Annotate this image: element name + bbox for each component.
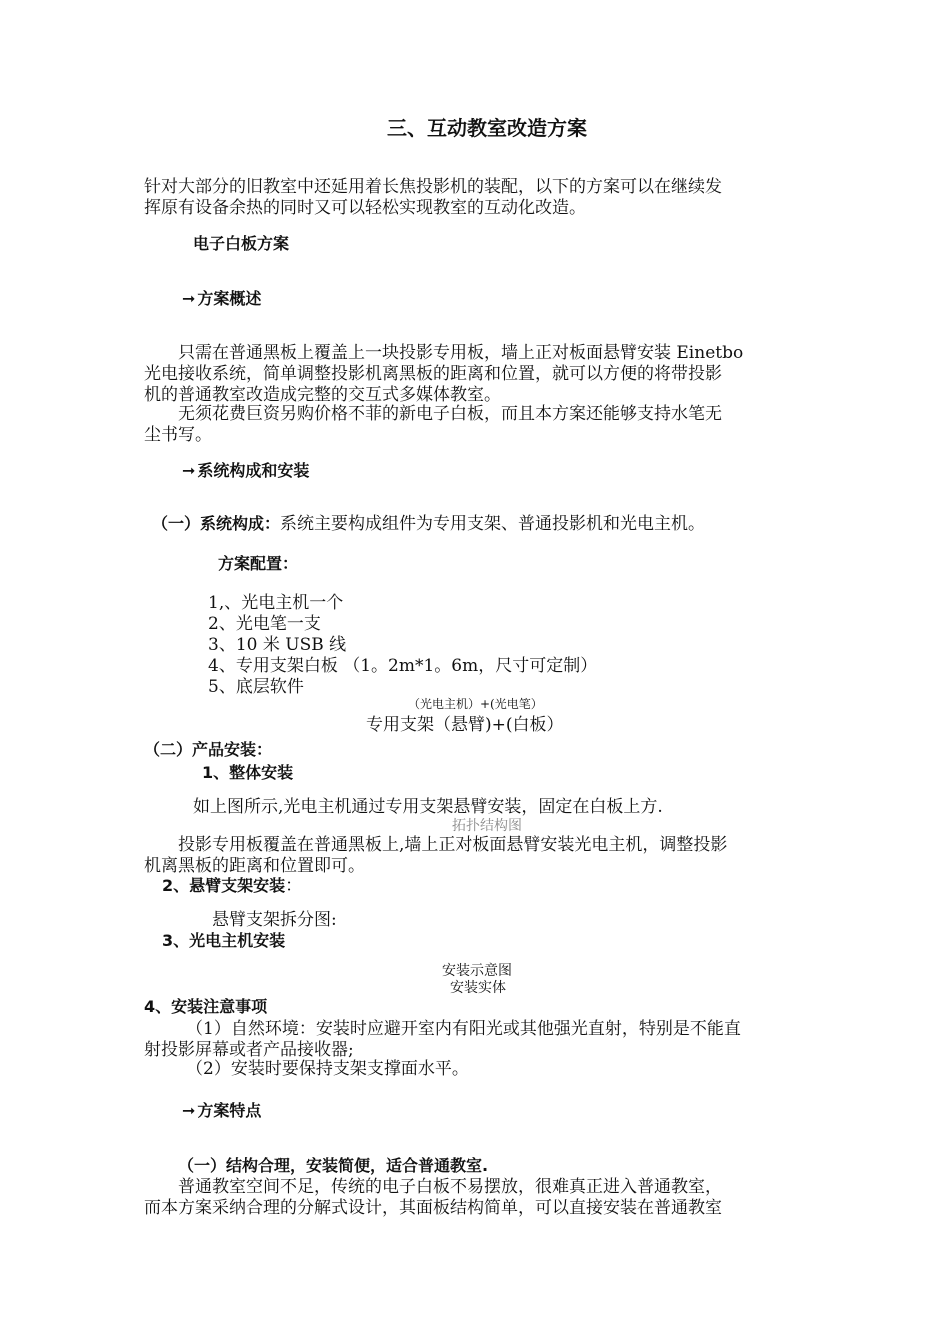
page-title: 三、互动教室改造方案 [387,116,587,140]
overview-p1-line-1: 只需在普通黑板上覆盖上一块投影专用板，墙上正对板面悬臂安装 Einetbo [178,343,744,363]
install3-caption-2: 安装实体 [450,980,506,996]
features-heading-text: 方案特点 [197,1101,262,1120]
config-item-2: 2、光电笔一支 [208,614,321,634]
arrow-icon: ➞ [182,289,196,308]
install2-text: 悬臂支架拆分图: [212,910,337,930]
arrow-icon: ➞ [182,1101,196,1120]
feature1-heading: （一）结构合理，安装简便，适合普通教室. [178,1156,489,1175]
config-heading: 方案配置： [218,554,299,573]
overview-p1-line-3: 机的普通教室改造成完整的交互式多媒体教室。 [144,385,501,405]
feature1-line-1: 普通教室空间不足，传统的电子白板不易摆放，很难真正进入普通教室， [178,1177,722,1197]
install3-caption-1: 安装示意图 [442,963,512,979]
install1-heading: 1、整体安装 [202,763,294,782]
install1-p2-line-1: 投影专用板覆盖在普通黑板上,墙上正对板面悬臂安装光电主机，调整投影 [178,835,728,855]
install1-text: 如上图所示,光电主机通过专用支架悬臂安装，固定在白板上方. [193,797,663,817]
system-heading-text: 系统构成和安装 [197,461,310,480]
feature1-line-2: 而本方案采纳合理的分解式设计，其面板结构简单，可以直接安装在普通教室 [144,1198,722,1218]
config-item-3: 3、10 米 USB 线 [208,635,347,655]
install2-colon: ： [285,876,303,896]
part2-label: （二）产品安装： [144,740,273,759]
overview-heading [182,288,261,310]
install2-heading-line [162,875,302,897]
system-heading [182,460,309,482]
part1-label: （一）系统构成： [152,514,281,533]
part1-text: 系统主要构成组件为专用支架、普通投影机和光电主机。 [280,514,706,534]
overview-p2-line-2: 尘书写。 [144,425,212,445]
intro-line-2: 挥原有设备余热的同时又可以轻松实现教室的互动化改造。 [144,198,586,218]
note1-line-1: （1）自然环境：安装时应避开室内有阳光或其他强光直射，特别是不能直 [186,1019,741,1039]
topology-caption: 拓扑结构图 [452,818,522,834]
notes-heading: 4、安装注意事项 [144,997,268,1016]
intro-line-1: 针对大部分的旧教室中还延用着长焦投影机的装配，以下的方案可以在继续发 [144,177,722,197]
section-heading-whiteboard: 电子白板方案 [193,234,290,253]
config-item-5: 5、底层软件 [208,677,304,697]
note1-line-2: 射投影屏幕或者产品接收器; [144,1040,354,1060]
overview-p2-line-1: 无须花费巨资另购价格不菲的新电子白板，而且本方案还能够支持水笔无 [178,404,722,424]
install1-p2-line-2: 机离黑板的距离和位置即可。 [144,856,365,876]
overview-p1-line-2: 光电接收系统，简单调整投影机离黑板的距离和位置，就可以方便的将带投影 [144,364,722,384]
install2-heading: 2、悬臂支架安装 [162,876,286,895]
features-heading [182,1100,261,1122]
note2: （2）安装时要保持支架支撑面水平。 [186,1059,469,1079]
part1-line [152,513,705,535]
install3-heading: 3、光电主机安装 [162,931,286,950]
overview-heading-text: 方案概述 [197,289,262,308]
figure-caption-small: （光电主机）+(光电笔） [408,697,543,711]
arrow-icon: ➞ [182,461,196,480]
config-item-4: 4、专用支架白板 （1。2m*1。6m，尺寸可定制） [208,656,598,676]
config-item-1: 1,、光电主机一个 [208,593,344,613]
figure-caption-main: 专用支架（悬臂)+(白板） [366,715,564,735]
